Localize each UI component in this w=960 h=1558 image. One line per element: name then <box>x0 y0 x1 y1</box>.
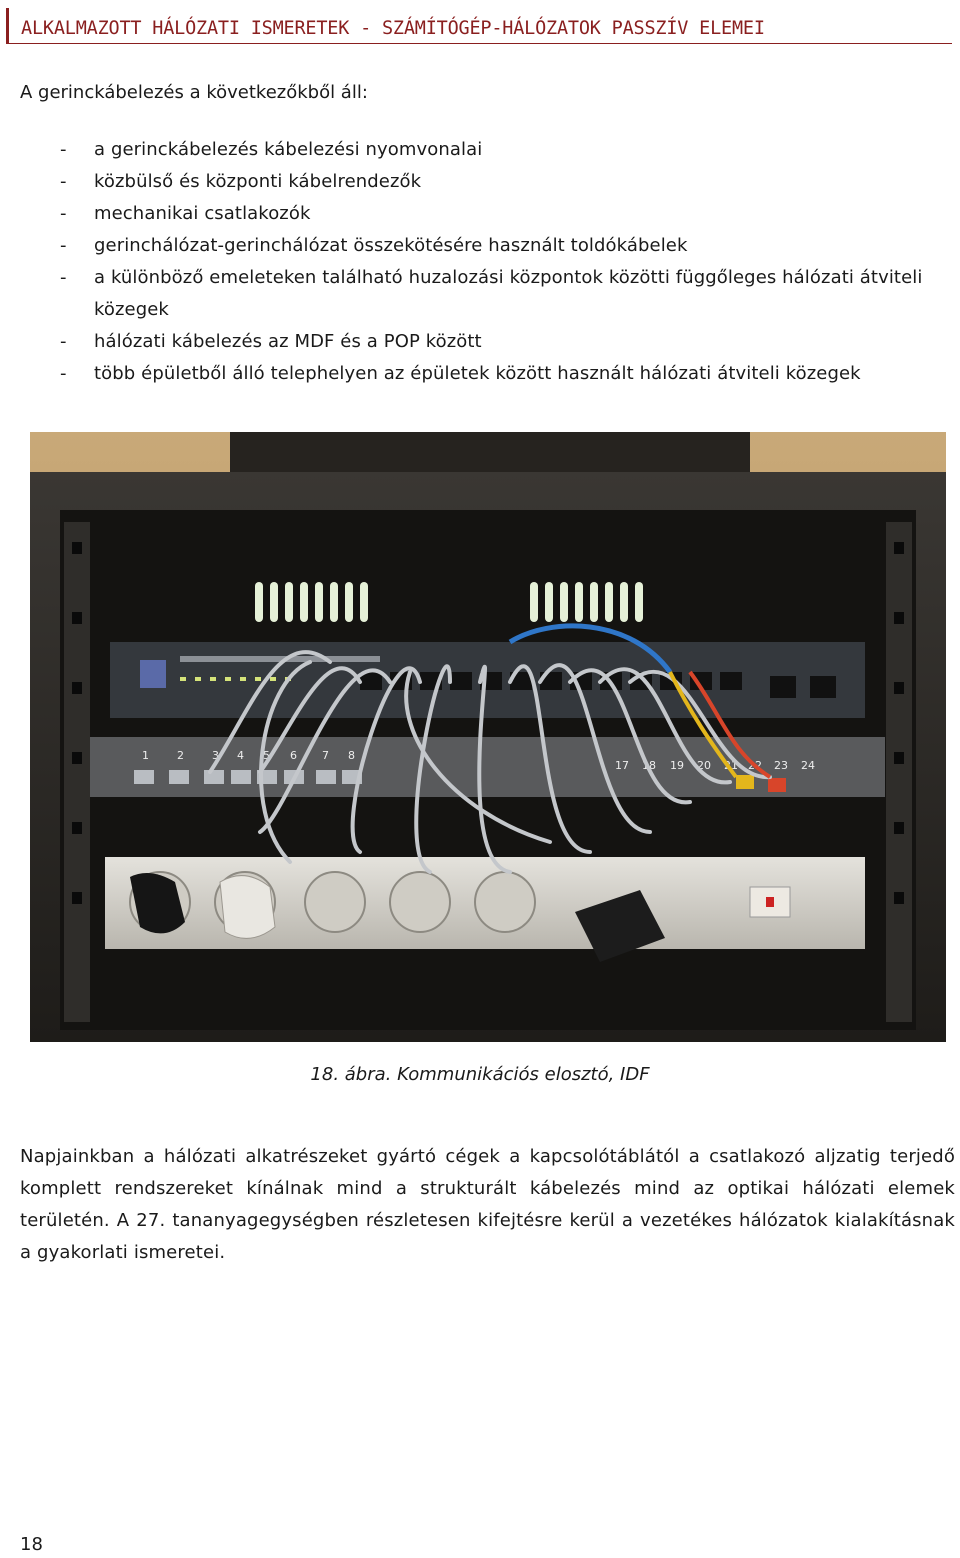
svg-text:24: 24 <box>801 759 815 772</box>
intro-text: A gerinckábelezés a következőkből áll: <box>20 82 368 103</box>
svg-text:22: 22 <box>748 759 762 772</box>
svg-text:18: 18 <box>642 759 656 772</box>
svg-text:21: 21 <box>724 759 738 772</box>
list-item <box>0 230 960 262</box>
patch-panel <box>90 737 885 797</box>
right-rail <box>886 522 912 1022</box>
bullet-marker: - <box>60 139 67 160</box>
svg-text:20: 20 <box>697 759 711 772</box>
rack-top <box>230 432 750 472</box>
bullet-list <box>0 134 960 390</box>
svg-text:6: 6 <box>290 749 297 762</box>
page-header <box>6 8 952 44</box>
network-rack-photo <box>30 432 946 1042</box>
switch-logo-plate <box>140 660 166 688</box>
list-item <box>0 262 960 326</box>
list-item <box>0 134 960 166</box>
white-plug <box>220 876 275 939</box>
list-item-text: több épületből álló telephelyen az épületek között használt hálózati átviteli közegek <box>94 363 861 384</box>
svg-text:8: 8 <box>348 749 355 762</box>
page-number: 18 <box>20 1534 43 1555</box>
list-item <box>0 166 960 198</box>
list-item-text: közbülső és központi kábelrendezők <box>94 171 422 192</box>
bullet-marker: - <box>60 267 67 288</box>
left-rail <box>64 522 90 1022</box>
svg-text:7: 7 <box>322 749 329 762</box>
power-switch-light <box>766 897 774 907</box>
list-item <box>0 326 960 358</box>
bullet-marker: - <box>60 203 67 224</box>
svg-text:3: 3 <box>212 749 219 762</box>
list-item <box>0 358 960 390</box>
figure-caption: 18. ábra. Kommunikációs elosztó, IDF <box>310 1064 650 1085</box>
svg-text:1: 1 <box>142 749 149 762</box>
header-title: ALKALMAZOTT HÁLÓZATI ISMERETEK - SZÁMÍTÓGÉP-HÁLÓZATOK PASSZÍV ELEMEI <box>21 18 765 39</box>
yellow-plug <box>736 775 754 789</box>
rack-illustration <box>30 432 946 1042</box>
svg-text:5: 5 <box>263 749 270 762</box>
body-paragraph: Napjainkban a hálózati alkatrészeket gyártó cégek a kapcsolótáblától a csatlakozó aljzatig terjedő komplett rendszereket kínálnak mind a strukturált kábelezés mind az optikai hálózati elemek területén. A 27. tananyagegységben részletesen kifejtésre kerül a vezetékes hálózatok kialakításnak a gyakorlati ismeretei. <box>20 1146 955 1263</box>
svg-text:23: 23 <box>774 759 788 772</box>
list-item-text: a különböző emeleteken található huzalozási központok közötti függőleges hálózati átviteli közegek <box>94 267 923 320</box>
list-item-text: gerinchálózat-gerinchálózat összekötésére használt toldókábelek <box>94 235 688 256</box>
list-item-text: mechanikai csatlakozók <box>94 203 311 224</box>
red-plug <box>768 778 786 792</box>
list-item <box>0 198 960 230</box>
svg-text:4: 4 <box>237 749 244 762</box>
svg-text:2: 2 <box>177 749 184 762</box>
svg-text:19: 19 <box>670 759 684 772</box>
switch-label-strip <box>180 656 380 662</box>
list-item-text: hálózati kábelezés az MDF és a POP között <box>94 331 482 352</box>
bullet-marker: - <box>60 363 67 384</box>
list-item-text: a gerinckábelezés kábelezési nyomvonalai <box>94 139 483 160</box>
bullet-marker: - <box>60 235 67 256</box>
svg-text:17: 17 <box>615 759 629 772</box>
bullet-marker: - <box>60 331 67 352</box>
bullet-marker: - <box>60 171 67 192</box>
